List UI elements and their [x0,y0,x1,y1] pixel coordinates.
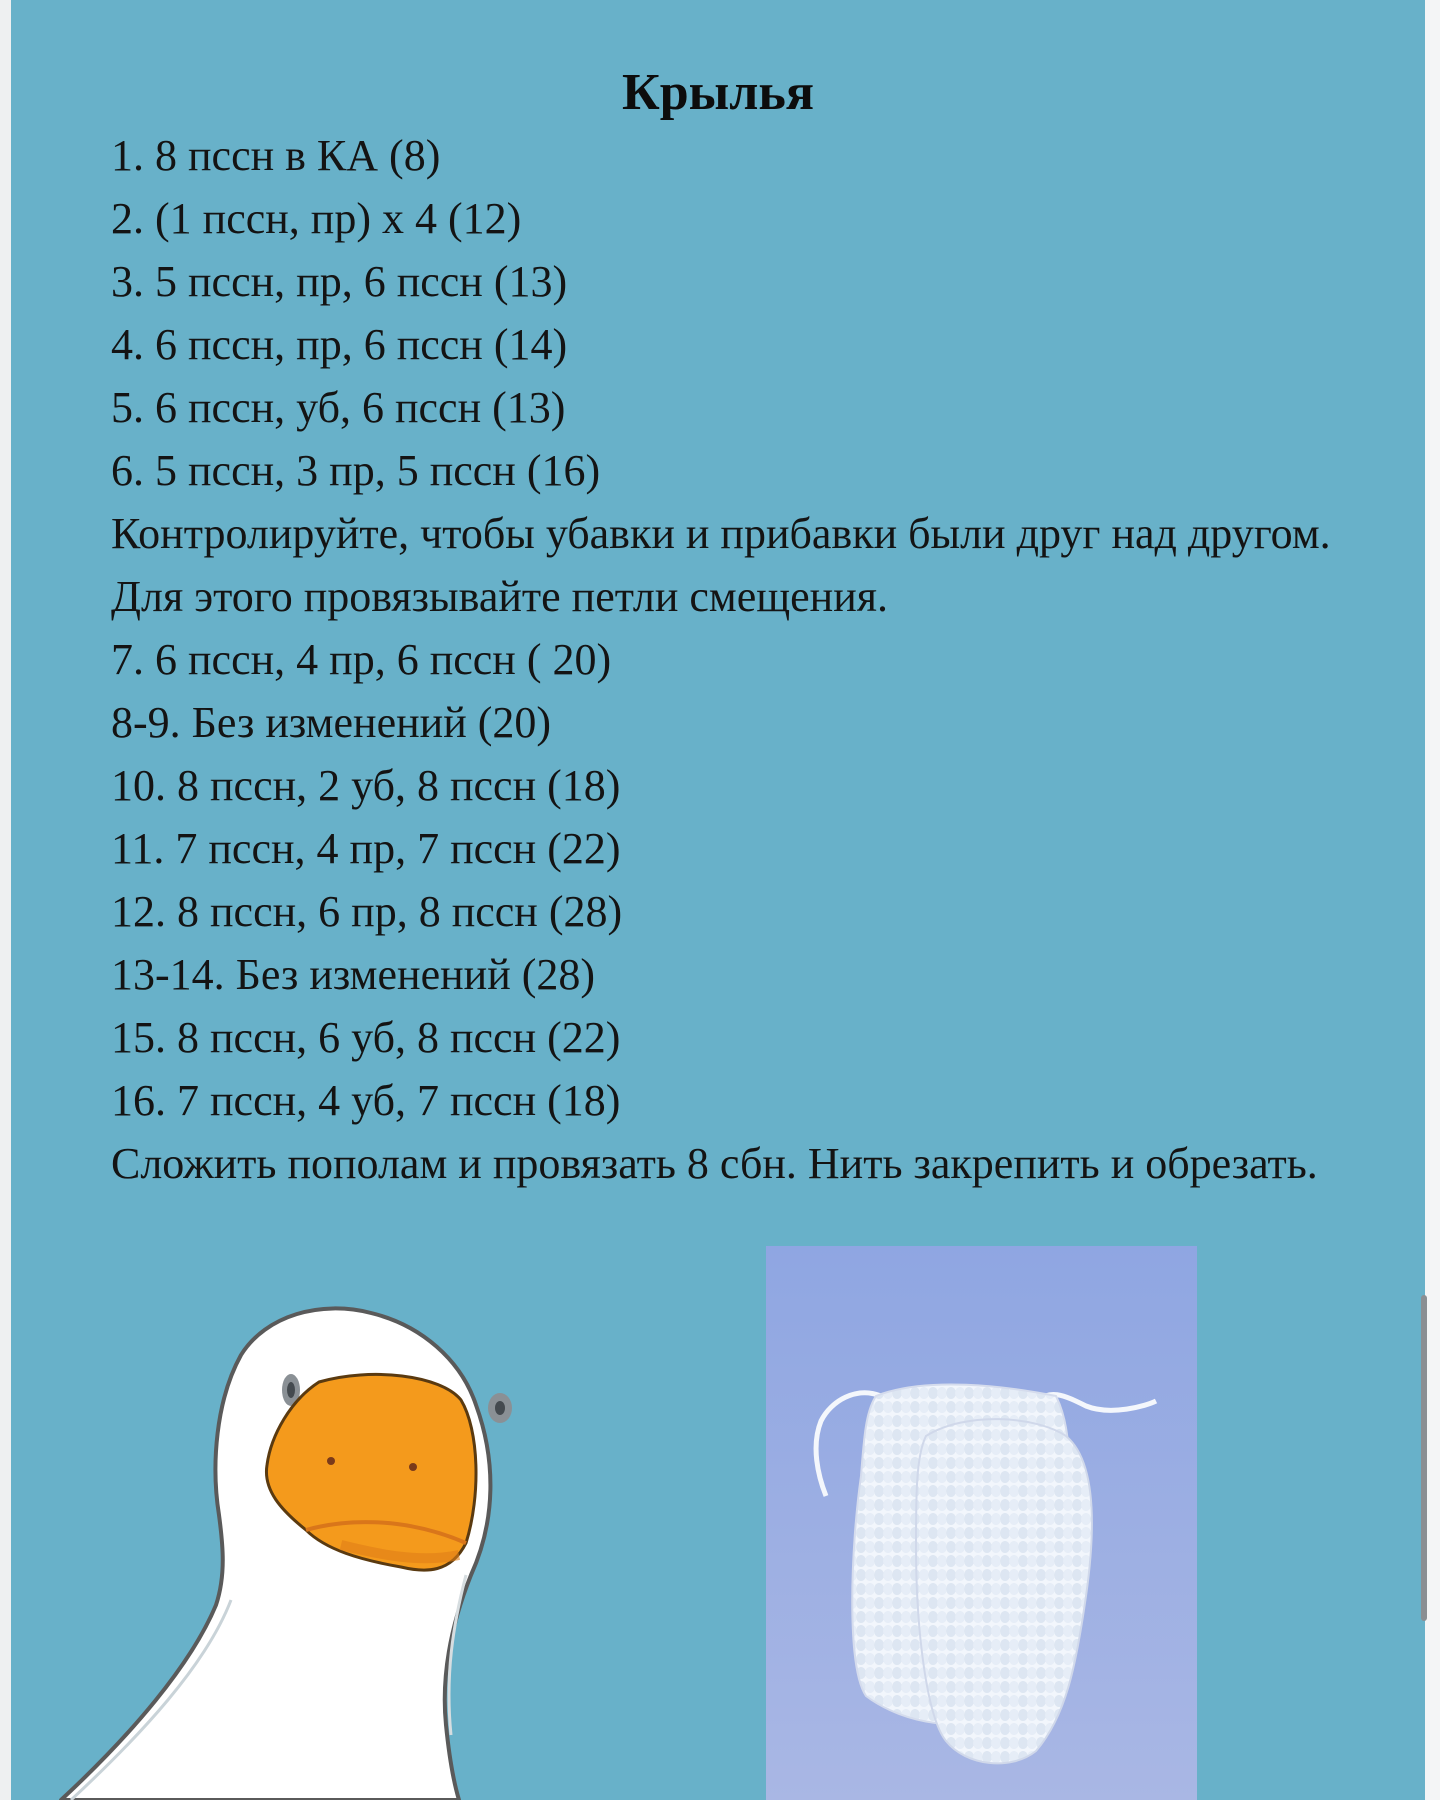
instruction-step: 10. 8 пссн, 2 уб, 8 пссн (18) [111,761,621,810]
instruction-step: 16. 7 пссн, 4 уб, 7 пссн (18) [111,1076,621,1125]
instruction-step: 13-14. Без изменений (28) [111,950,596,999]
instruction-step: 8-9. Без изменений (20) [111,698,552,747]
instruction-step: 2. (1 пссн, пр) х 4 (12) [111,194,522,243]
instruction-step: 15. 8 пссн, 6 уб, 8 пссн (22) [111,1013,621,1062]
instruction-step: 4. 6 пссн, пр, 6 пссн (14) [111,320,568,369]
instruction-step: 7. 6 пссн, 4 пр, 6 пссн ( 20) [111,635,612,684]
instruction-step: 11. 7 пссн, 4 пр, 7 пссн (22) [111,824,621,873]
instruction-note: Сложить пополам и провязать 8 сбн. Нить закрепить и обрезать. [111,1139,1318,1188]
document-page [11,0,1425,1800]
instruction-step: 3. 5 пссн, пр, 6 пссн (13) [111,257,568,306]
instruction-step: 5. 6 пссн, уб, 6 пссн (13) [111,383,566,432]
instruction-note: Контролируйте, чтобы убавки и прибавки были друг над другом. Для этого провязывайте петли смещения. [111,509,1331,621]
goose-illustration [41,1305,601,1800]
instruction-list [111,124,1341,1195]
instruction-step: 6. 5 пссн, 3 пр, 5 пссн (16) [111,446,601,495]
vertical-scrollbar[interactable] [1421,1295,1427,1621]
crocheted-wings-photo [766,1246,1197,1800]
instruction-step: 1. 8 пссн в КА (8) [111,131,441,180]
instruction-step: 12. 8 пссн, 6 пр, 8 пссн (28) [111,887,623,936]
page-title: Крылья [621,63,815,121]
page-gutter [1425,0,1440,1800]
